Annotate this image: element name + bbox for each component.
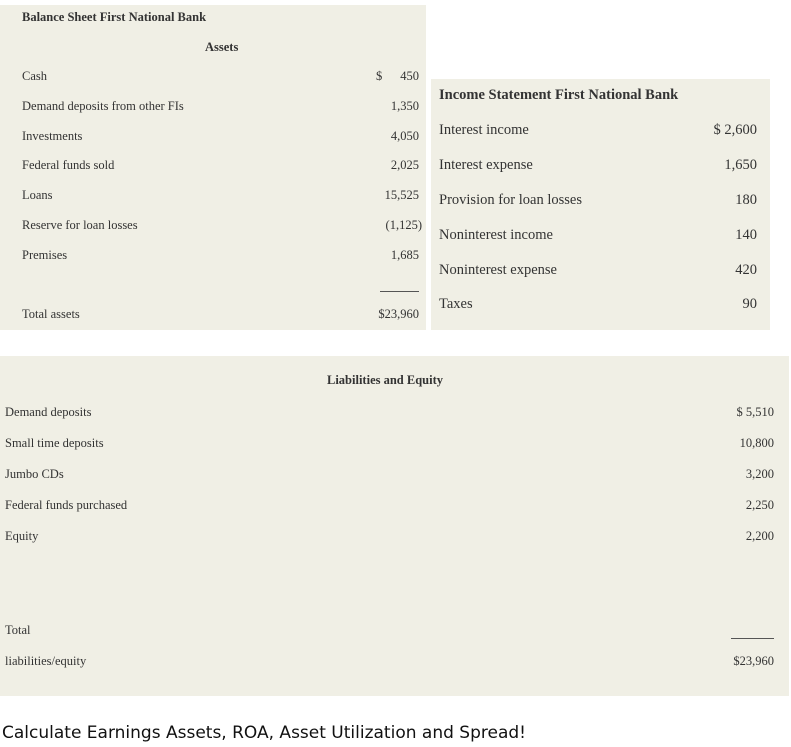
total-liabilities-label-line2: liabilities/equity [5, 654, 87, 668]
liability-value: 10,800 [739, 436, 774, 450]
total-rule [731, 638, 774, 639]
income-value: 140 [735, 227, 757, 243]
liability-label: Federal funds purchased [5, 498, 128, 512]
balance-sheet-panel [0, 5, 426, 330]
assets-heading: Assets [205, 40, 239, 54]
income-value: 420 [735, 262, 757, 278]
liability-label: Small time deposits [5, 436, 104, 450]
total-assets-value: $23,960 [378, 307, 419, 321]
liability-label: Jumbo CDs [5, 467, 64, 481]
liability-value: 2,250 [745, 498, 774, 512]
income-statement-title: Income Statement First National Bank [439, 87, 679, 103]
liabilities-heading: Liabilities and Equity [327, 373, 444, 387]
income-statement-panel [431, 79, 770, 330]
income-value: 90 [742, 296, 757, 312]
income-label: Interest expense [439, 157, 533, 173]
asset-value: 1,350 [390, 99, 419, 113]
liability-value: 3,200 [745, 467, 774, 481]
asset-label: Demand deposits from other FIs [22, 99, 184, 113]
liability-value: $ 5,510 [736, 405, 774, 419]
asset-label: Reserve for loan losses [22, 218, 138, 232]
asset-value: 15,525 [384, 188, 419, 202]
income-label: Provision for loan losses [439, 192, 582, 208]
income-label: Interest income [439, 122, 529, 138]
income-label: Taxes [439, 296, 473, 312]
balance-sheet-title: Balance Sheet First National Bank [22, 10, 207, 24]
asset-value: 450 [400, 69, 419, 83]
liabilities-equity-panel [0, 356, 789, 696]
income-label: Noninterest income [439, 227, 553, 243]
asset-label: Investments [22, 129, 83, 143]
income-value: 180 [735, 192, 757, 208]
liability-value: 2,200 [745, 529, 774, 543]
asset-label: Cash [22, 69, 47, 83]
asset-label: Federal funds sold [22, 158, 115, 172]
asset-value: (1,125) [385, 218, 422, 232]
liability-label: Demand deposits [5, 405, 92, 419]
asset-value: 4,050 [390, 129, 419, 143]
total-assets-label: Total assets [22, 307, 80, 321]
asset-label: Loans [22, 188, 53, 202]
income-label: Noninterest expense [439, 262, 557, 278]
total-liabilities-value: $23,960 [733, 654, 774, 668]
asset-value: 2,025 [390, 158, 419, 172]
total-liabilities-label-line1: Total [5, 623, 31, 637]
income-value: 1,650 [724, 157, 757, 173]
liability-label: Equity [5, 529, 39, 543]
asset-value: 1,685 [390, 248, 419, 262]
income-value: $ 2,600 [713, 122, 757, 138]
asset-label: Premises [22, 248, 68, 262]
question-text: Calculate Earnings Assets, ROA, Asset Utilization and Spread! [2, 723, 526, 743]
asset-currency: $ [376, 69, 383, 83]
total-rule [380, 291, 419, 292]
